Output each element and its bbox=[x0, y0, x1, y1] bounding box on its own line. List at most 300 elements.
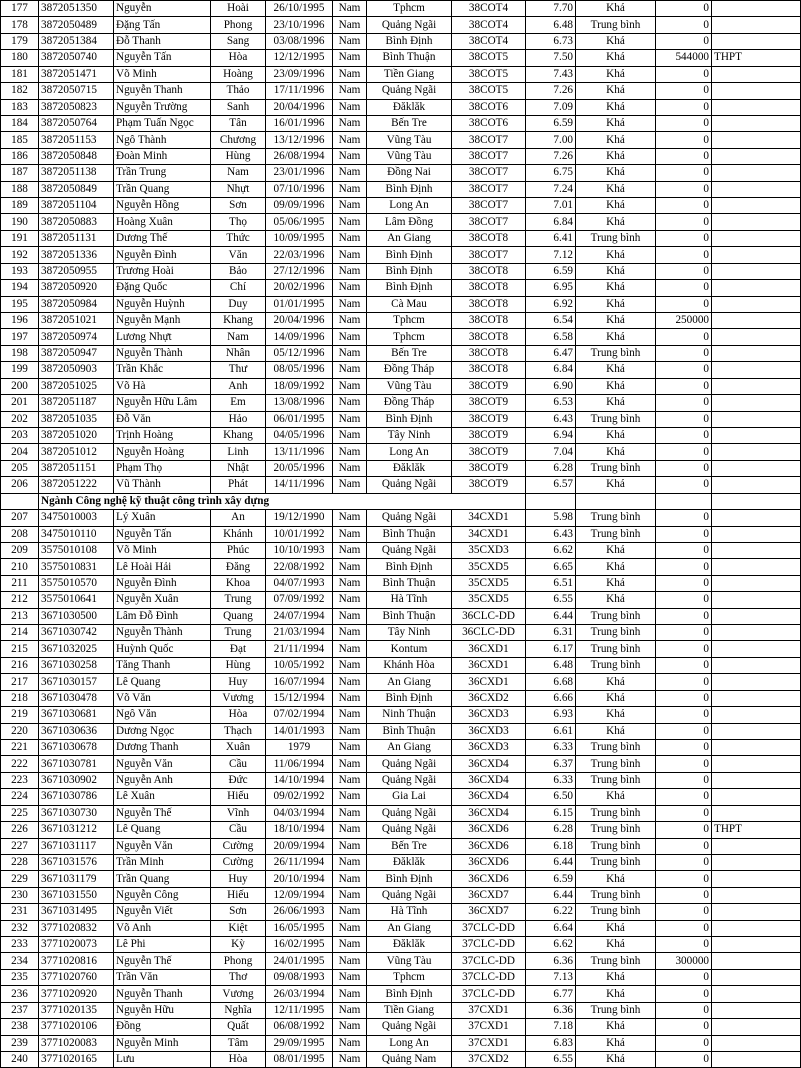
classification-cell: Khá bbox=[576, 789, 656, 805]
gpa-score-cell: 7.01 bbox=[526, 198, 576, 214]
birth-date-cell: 08/01/1995 bbox=[266, 1052, 333, 1068]
province-cell: Tphcm bbox=[367, 969, 452, 985]
amount-cell: 0 bbox=[656, 756, 712, 772]
gpa-score-cell: 6.59 bbox=[526, 263, 576, 279]
amount-cell: 544000 bbox=[656, 50, 712, 66]
class-code-cell: 37CLC-DD bbox=[452, 920, 526, 936]
row-number-cell: 212 bbox=[1, 592, 39, 608]
gender-cell: Nam bbox=[333, 772, 367, 788]
surname-cell: Trương Hoài bbox=[114, 263, 211, 279]
class-code-cell: 38COT8 bbox=[452, 263, 526, 279]
table-row bbox=[1, 822, 801, 838]
class-code-cell: 36CLC-DD bbox=[452, 625, 526, 641]
surname-cell: Vũ Thành bbox=[114, 477, 211, 493]
gpa-score-cell: 6.28 bbox=[526, 822, 576, 838]
classification-cell: Khá bbox=[576, 148, 656, 164]
table-row bbox=[1, 99, 801, 115]
gender-cell: Nam bbox=[333, 66, 367, 82]
gpa-score-cell: 6.31 bbox=[526, 625, 576, 641]
given-name-cell: Khánh bbox=[211, 526, 266, 542]
table-row bbox=[1, 198, 801, 214]
gender-cell: Nam bbox=[333, 904, 367, 920]
gender-cell: Nam bbox=[333, 674, 367, 690]
class-code-cell: 38COT7 bbox=[452, 181, 526, 197]
birth-date-cell: 26/10/1995 bbox=[266, 1, 333, 17]
birth-date-cell: 21/11/1994 bbox=[266, 641, 333, 657]
row-number-cell: 185 bbox=[1, 132, 39, 148]
note-cell bbox=[712, 657, 801, 673]
birth-date-cell: 20/05/1996 bbox=[266, 460, 333, 476]
note-cell bbox=[712, 378, 801, 394]
surname-cell: Nguyễn Hồng bbox=[114, 198, 211, 214]
surname-cell: Lê Quang bbox=[114, 674, 211, 690]
given-name-cell: Cường bbox=[211, 854, 266, 870]
gpa-score-cell: 6.15 bbox=[526, 805, 576, 821]
class-code-cell: 35CXD5 bbox=[452, 575, 526, 591]
classification-cell: Khá bbox=[576, 871, 656, 887]
surname-cell: Trần Quang bbox=[114, 181, 211, 197]
row-number-cell: 216 bbox=[1, 657, 39, 673]
note-cell bbox=[712, 937, 801, 953]
given-name-cell: Kỳ bbox=[211, 937, 266, 953]
given-name-cell: Nhật bbox=[211, 460, 266, 476]
student-id-cell: 3771020832 bbox=[39, 920, 114, 936]
given-name-cell: Tân bbox=[211, 115, 266, 131]
table-row bbox=[1, 625, 801, 641]
surname-cell: Đỗ Văn bbox=[114, 411, 211, 427]
table-row bbox=[1, 657, 801, 673]
amount-cell: 0 bbox=[656, 920, 712, 936]
row-number-cell: 189 bbox=[1, 198, 39, 214]
gpa-score-cell: 6.84 bbox=[526, 362, 576, 378]
note-cell bbox=[712, 1052, 801, 1068]
gender-cell: Nam bbox=[333, 969, 367, 985]
note-cell: THPT bbox=[712, 50, 801, 66]
class-code-cell: 38COT4 bbox=[452, 17, 526, 33]
student-id-cell: 3872050823 bbox=[39, 99, 114, 115]
given-name-cell: Trung bbox=[211, 625, 266, 641]
class-code-cell: 36CXD3 bbox=[452, 723, 526, 739]
gpa-score-cell: 6.59 bbox=[526, 871, 576, 887]
note-cell bbox=[712, 345, 801, 361]
row-number-cell: 196 bbox=[1, 313, 39, 329]
student-id-cell: 3872050848 bbox=[39, 148, 114, 164]
row-number-cell: 188 bbox=[1, 181, 39, 197]
row-number-cell: 192 bbox=[1, 247, 39, 263]
amount-cell: 0 bbox=[656, 345, 712, 361]
classification-cell: Khá bbox=[576, 575, 656, 591]
gender-cell: Nam bbox=[333, 871, 367, 887]
gender-cell: Nam bbox=[333, 1035, 367, 1051]
birth-date-cell: 09/09/1996 bbox=[266, 198, 333, 214]
province-cell: Bình Định bbox=[367, 986, 452, 1002]
classification-cell: Khá bbox=[576, 1052, 656, 1068]
gpa-score-cell: 6.59 bbox=[526, 115, 576, 131]
table-row bbox=[1, 969, 801, 985]
row-number-cell: 222 bbox=[1, 756, 39, 772]
classification-cell: Khá bbox=[576, 181, 656, 197]
section-header-row bbox=[1, 493, 801, 509]
student-id-cell: 3872051471 bbox=[39, 66, 114, 82]
amount-cell: 0 bbox=[656, 329, 712, 345]
table-row bbox=[1, 378, 801, 394]
given-name-cell: Khang bbox=[211, 313, 266, 329]
classification-cell: Khá bbox=[576, 592, 656, 608]
gpa-score-cell: 6.66 bbox=[526, 690, 576, 706]
surname-cell: Tăng Thanh bbox=[114, 657, 211, 673]
class-code-cell: 38COT7 bbox=[452, 165, 526, 181]
student-id-cell: 3671032025 bbox=[39, 641, 114, 657]
note-cell bbox=[712, 625, 801, 641]
class-code-cell: 35CXD5 bbox=[452, 559, 526, 575]
row-number-cell: 183 bbox=[1, 99, 39, 115]
surname-cell: Lê Quang bbox=[114, 822, 211, 838]
given-name-cell: Hòa bbox=[211, 1052, 266, 1068]
student-id-cell: 3671030258 bbox=[39, 657, 114, 673]
surname-cell: Nguyễn Minh bbox=[114, 1035, 211, 1051]
surname-cell: Nguyễn Hữu bbox=[114, 1002, 211, 1018]
classification-cell: Trung bình bbox=[576, 904, 656, 920]
class-code-cell: 38COT9 bbox=[452, 411, 526, 427]
province-cell: Đăklăk bbox=[367, 937, 452, 953]
student-id-cell: 3671030902 bbox=[39, 772, 114, 788]
table-row bbox=[1, 1, 801, 17]
given-name-cell: Chí bbox=[211, 280, 266, 296]
table-row bbox=[1, 1052, 801, 1068]
birth-date-cell: 26/11/1994 bbox=[266, 854, 333, 870]
note-cell bbox=[712, 444, 801, 460]
province-cell: Bình Định bbox=[367, 690, 452, 706]
birth-date-cell: 12/11/1995 bbox=[266, 1002, 333, 1018]
row-number-cell: 204 bbox=[1, 444, 39, 460]
section-header-blank bbox=[1, 493, 39, 509]
surname-cell: Lý Xuân bbox=[114, 510, 211, 526]
gender-cell: Nam bbox=[333, 739, 367, 755]
province-cell: Quảng Ngãi bbox=[367, 510, 452, 526]
student-id-cell: 3872051012 bbox=[39, 444, 114, 460]
birth-date-cell: 13/12/1996 bbox=[266, 132, 333, 148]
note-cell bbox=[712, 263, 801, 279]
province-cell: Quảng Ngãi bbox=[367, 805, 452, 821]
amount-cell: 0 bbox=[656, 789, 712, 805]
birth-date-cell: 05/06/1995 bbox=[266, 214, 333, 230]
student-id-cell: 3872050715 bbox=[39, 83, 114, 99]
given-name-cell: Đăng bbox=[211, 559, 266, 575]
given-name-cell: Vương bbox=[211, 986, 266, 1002]
birth-date-cell: 14/01/1993 bbox=[266, 723, 333, 739]
gender-cell: Nam bbox=[333, 542, 367, 558]
row-number-cell: 231 bbox=[1, 904, 39, 920]
class-code-cell: 38COT7 bbox=[452, 247, 526, 263]
gpa-score-cell: 6.41 bbox=[526, 230, 576, 246]
province-cell: Bến Tre bbox=[367, 838, 452, 854]
table-row bbox=[1, 608, 801, 624]
amount-cell: 0 bbox=[656, 854, 712, 870]
gpa-score-cell: 6.58 bbox=[526, 329, 576, 345]
gpa-score-cell: 6.62 bbox=[526, 542, 576, 558]
classification-cell: Khá bbox=[576, 986, 656, 1002]
class-code-cell: 38COT9 bbox=[452, 477, 526, 493]
amount-cell: 0 bbox=[656, 575, 712, 591]
gpa-score-cell: 6.18 bbox=[526, 838, 576, 854]
province-cell: Long An bbox=[367, 444, 452, 460]
class-code-cell: 38COT6 bbox=[452, 115, 526, 131]
gender-cell: Nam bbox=[333, 756, 367, 772]
note-cell bbox=[712, 838, 801, 854]
table-row bbox=[1, 1035, 801, 1051]
given-name-cell: Hiếu bbox=[211, 789, 266, 805]
province-cell: Vũng Tàu bbox=[367, 378, 452, 394]
amount-cell: 0 bbox=[656, 822, 712, 838]
row-number-cell: 195 bbox=[1, 296, 39, 312]
class-code-cell: 38COT8 bbox=[452, 313, 526, 329]
row-number-cell: 224 bbox=[1, 789, 39, 805]
given-name-cell: Cầu bbox=[211, 822, 266, 838]
class-code-cell: 36CXD3 bbox=[452, 707, 526, 723]
amount-cell: 0 bbox=[656, 460, 712, 476]
student-id-cell: 3872050947 bbox=[39, 345, 114, 361]
province-cell: Quảng Ngãi bbox=[367, 772, 452, 788]
class-code-cell: 37CXD1 bbox=[452, 1019, 526, 1035]
amount-cell: 0 bbox=[656, 625, 712, 641]
gpa-score-cell: 6.44 bbox=[526, 608, 576, 624]
surname-cell: Nguyễn Thành bbox=[114, 625, 211, 641]
given-name-cell: Hảo bbox=[211, 411, 266, 427]
note-cell bbox=[712, 1035, 801, 1051]
classification-cell: Khá bbox=[576, 115, 656, 131]
birth-date-cell: 23/10/1996 bbox=[266, 17, 333, 33]
classification-cell: Trung bình bbox=[576, 460, 656, 476]
note-cell bbox=[712, 641, 801, 657]
table-row bbox=[1, 148, 801, 164]
student-id-cell: 3872050883 bbox=[39, 214, 114, 230]
classification-cell: Khá bbox=[576, 83, 656, 99]
gpa-score-cell: 6.55 bbox=[526, 1052, 576, 1068]
gpa-score-cell: 7.26 bbox=[526, 148, 576, 164]
province-cell: Quảng Ngãi bbox=[367, 1019, 452, 1035]
gpa-score-cell: 6.68 bbox=[526, 674, 576, 690]
note-cell bbox=[712, 674, 801, 690]
note-cell bbox=[712, 887, 801, 903]
province-cell: Bình Định bbox=[367, 871, 452, 887]
classification-cell: Khá bbox=[576, 247, 656, 263]
surname-cell: Nguyễn Thanh bbox=[114, 83, 211, 99]
amount-cell: 0 bbox=[656, 181, 712, 197]
table-row bbox=[1, 986, 801, 1002]
gpa-score-cell: 6.64 bbox=[526, 920, 576, 936]
given-name-cell: Đức bbox=[211, 772, 266, 788]
row-number-cell: 202 bbox=[1, 411, 39, 427]
student-id-cell: 3771020135 bbox=[39, 1002, 114, 1018]
amount-cell: 0 bbox=[656, 83, 712, 99]
row-number-cell: 178 bbox=[1, 17, 39, 33]
gpa-score-cell: 6.36 bbox=[526, 953, 576, 969]
table-row bbox=[1, 838, 801, 854]
gpa-score-cell: 6.83 bbox=[526, 1035, 576, 1051]
surname-cell: Nguyễn Văn bbox=[114, 756, 211, 772]
class-code-cell: 37CXD1 bbox=[452, 1002, 526, 1018]
surname-cell: Đoàn Minh bbox=[114, 148, 211, 164]
birth-date-cell: 11/06/1994 bbox=[266, 756, 333, 772]
gpa-score-cell: 7.09 bbox=[526, 99, 576, 115]
province-cell: An Giang bbox=[367, 739, 452, 755]
province-cell: Bình Định bbox=[367, 280, 452, 296]
amount-cell: 0 bbox=[656, 805, 712, 821]
gpa-score-cell: 5.98 bbox=[526, 510, 576, 526]
student-id-cell: 3671030678 bbox=[39, 739, 114, 755]
student-id-cell: 3671031576 bbox=[39, 854, 114, 870]
province-cell: Tphcm bbox=[367, 329, 452, 345]
given-name-cell: Đạt bbox=[211, 641, 266, 657]
note-cell bbox=[712, 575, 801, 591]
note-cell bbox=[712, 132, 801, 148]
note-cell bbox=[712, 1019, 801, 1035]
surname-cell: Nguyễn Đình bbox=[114, 575, 211, 591]
table-row bbox=[1, 723, 801, 739]
note-cell bbox=[712, 198, 801, 214]
amount-cell: 0 bbox=[656, 772, 712, 788]
class-code-cell: 36CXD4 bbox=[452, 789, 526, 805]
row-number-cell: 223 bbox=[1, 772, 39, 788]
classification-cell: Trung bình bbox=[576, 1002, 656, 1018]
table-row bbox=[1, 280, 801, 296]
surname-cell: Nguyễn Tấn bbox=[114, 526, 211, 542]
province-cell: Lâm Đồng bbox=[367, 214, 452, 230]
gpa-score-cell: 6.48 bbox=[526, 17, 576, 33]
gender-cell: Nam bbox=[333, 723, 367, 739]
birth-date-cell: 21/03/1994 bbox=[266, 625, 333, 641]
gpa-score-cell: 6.36 bbox=[526, 1002, 576, 1018]
student-id-cell: 3771020106 bbox=[39, 1019, 114, 1035]
row-number-cell: 234 bbox=[1, 953, 39, 969]
surname-cell: Lâm Đỗ Đình bbox=[114, 608, 211, 624]
table-body bbox=[1, 1, 801, 1068]
classification-cell: Trung bình bbox=[576, 345, 656, 361]
table-row bbox=[1, 115, 801, 131]
gpa-score-cell: 7.00 bbox=[526, 132, 576, 148]
amount-cell: 0 bbox=[656, 198, 712, 214]
province-cell: Khánh Hòa bbox=[367, 657, 452, 673]
province-cell: Quảng Ngãi bbox=[367, 477, 452, 493]
gpa-score-cell: 6.55 bbox=[526, 592, 576, 608]
classification-cell: Khá bbox=[576, 165, 656, 181]
gender-cell: Nam bbox=[333, 592, 367, 608]
class-code-cell: 36CXD7 bbox=[452, 887, 526, 903]
note-cell bbox=[712, 789, 801, 805]
given-name-cell: Văn bbox=[211, 247, 266, 263]
gender-cell: Nam bbox=[333, 132, 367, 148]
row-number-cell: 214 bbox=[1, 625, 39, 641]
row-number-cell: 233 bbox=[1, 937, 39, 953]
given-name-cell: Sơn bbox=[211, 904, 266, 920]
gender-cell: Nam bbox=[333, 559, 367, 575]
class-code-cell: 38COT7 bbox=[452, 148, 526, 164]
table-row bbox=[1, 887, 801, 903]
birth-date-cell: 10/05/1992 bbox=[266, 657, 333, 673]
classification-cell: Khá bbox=[576, 263, 656, 279]
province-cell: Quảng Ngãi bbox=[367, 756, 452, 772]
gender-cell: Nam bbox=[333, 362, 367, 378]
given-name-cell: Kiệt bbox=[211, 920, 266, 936]
student-id-cell: 3872050489 bbox=[39, 17, 114, 33]
row-number-cell: 193 bbox=[1, 263, 39, 279]
amount-cell: 0 bbox=[656, 608, 712, 624]
gpa-score-cell: 7.24 bbox=[526, 181, 576, 197]
gpa-score-cell: 6.90 bbox=[526, 378, 576, 394]
province-cell: Vũng Tàu bbox=[367, 148, 452, 164]
given-name-cell: Sang bbox=[211, 33, 266, 49]
row-number-cell: 236 bbox=[1, 986, 39, 1002]
classification-cell: Trung bình bbox=[576, 854, 656, 870]
given-name-cell: Em bbox=[211, 395, 266, 411]
gender-cell: Nam bbox=[333, 427, 367, 443]
gender-cell: Nam bbox=[333, 887, 367, 903]
student-id-cell: 3872050740 bbox=[39, 50, 114, 66]
amount-cell: 0 bbox=[656, 17, 712, 33]
given-name-cell: Hiếu bbox=[211, 887, 266, 903]
birth-date-cell: 24/07/1994 bbox=[266, 608, 333, 624]
amount-cell: 0 bbox=[656, 362, 712, 378]
note-cell bbox=[712, 247, 801, 263]
gpa-score-cell: 6.94 bbox=[526, 427, 576, 443]
given-name-cell: An bbox=[211, 510, 266, 526]
surname-cell: Võ Văn bbox=[114, 690, 211, 706]
province-cell: Bến Tre bbox=[367, 115, 452, 131]
birth-date-cell: 15/12/1994 bbox=[266, 690, 333, 706]
table-row bbox=[1, 411, 801, 427]
given-name-cell: Duy bbox=[211, 296, 266, 312]
note-cell bbox=[712, 99, 801, 115]
row-number-cell: 230 bbox=[1, 887, 39, 903]
gender-cell: Nam bbox=[333, 986, 367, 1002]
gender-cell: Nam bbox=[333, 657, 367, 673]
amount-cell: 0 bbox=[656, 66, 712, 82]
birth-date-cell: 20/04/1996 bbox=[266, 313, 333, 329]
province-cell: Cà Mau bbox=[367, 296, 452, 312]
note-cell bbox=[712, 1, 801, 17]
row-number-cell: 197 bbox=[1, 329, 39, 345]
given-name-cell: Anh bbox=[211, 378, 266, 394]
province-cell: An Giang bbox=[367, 920, 452, 936]
birth-date-cell: 09/02/1992 bbox=[266, 789, 333, 805]
classification-cell: Trung bình bbox=[576, 625, 656, 641]
gender-cell: Nam bbox=[333, 1002, 367, 1018]
gpa-score-cell: 6.43 bbox=[526, 526, 576, 542]
classification-cell: Khá bbox=[576, 444, 656, 460]
table-row bbox=[1, 542, 801, 558]
classification-cell: Khá bbox=[576, 559, 656, 575]
amount-cell: 0 bbox=[656, 280, 712, 296]
table-row bbox=[1, 641, 801, 657]
province-cell: Quảng Ngãi bbox=[367, 83, 452, 99]
given-name-cell: Phát bbox=[211, 477, 266, 493]
classification-cell: Khá bbox=[576, 214, 656, 230]
note-cell bbox=[712, 707, 801, 723]
class-code-cell: 38COT6 bbox=[452, 99, 526, 115]
row-number-cell: 218 bbox=[1, 690, 39, 706]
amount-cell: 0 bbox=[656, 99, 712, 115]
province-cell: Bình Thuận bbox=[367, 575, 452, 591]
gpa-score-cell: 6.61 bbox=[526, 723, 576, 739]
birth-date-cell: 22/03/1996 bbox=[266, 247, 333, 263]
note-cell bbox=[712, 542, 801, 558]
birth-date-cell: 07/02/1994 bbox=[266, 707, 333, 723]
student-id-cell: 3872050920 bbox=[39, 280, 114, 296]
birth-date-cell: 23/09/1996 bbox=[266, 66, 333, 82]
province-cell: Tiền Giang bbox=[367, 66, 452, 82]
amount-cell: 0 bbox=[656, 690, 712, 706]
province-cell: Bến Tre bbox=[367, 345, 452, 361]
